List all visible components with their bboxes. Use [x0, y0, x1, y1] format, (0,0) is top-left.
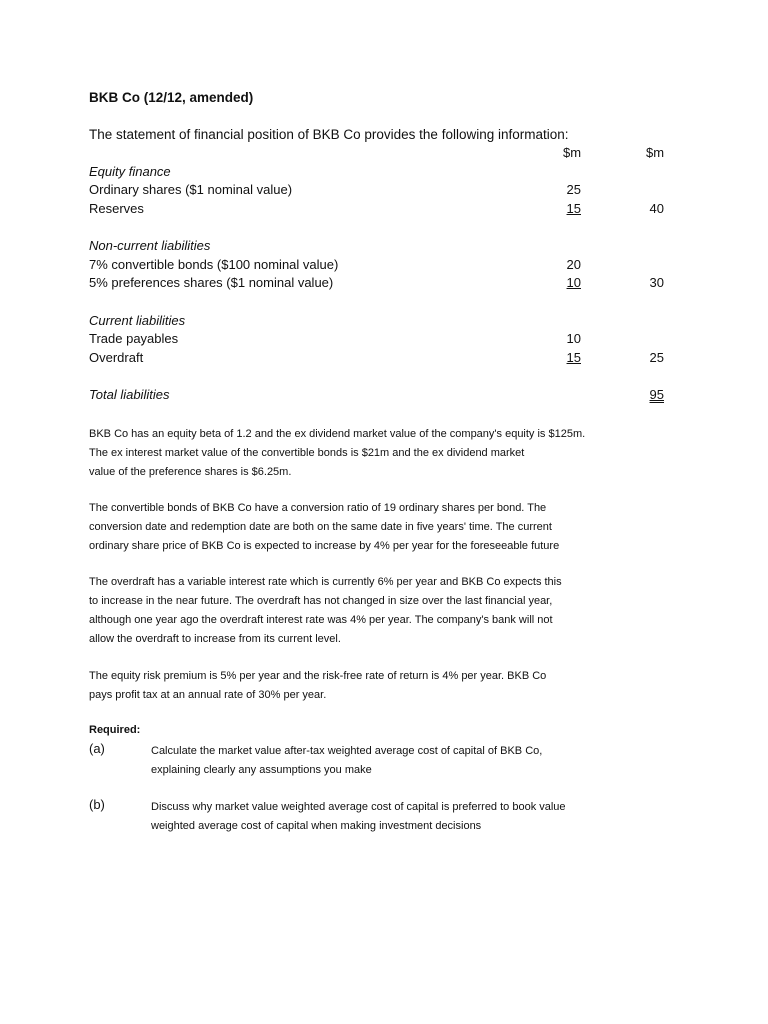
row-value-preference-shares: 10 [566, 275, 581, 290]
question-a-text [151, 742, 542, 780]
paragraph-line: although one year ago the overdraft interest rate was 4% per year. The company's bank will not [89, 614, 553, 626]
row-label-trade-payables: Trade payables [89, 331, 179, 346]
row-label-ordinary-shares: Ordinary shares ($1 nominal value) [89, 182, 293, 197]
row-label-reserves: Reserves [89, 201, 144, 216]
paragraph-overdraft [89, 573, 562, 649]
paragraph-equity-beta [89, 425, 585, 482]
document-title: BKB Co (12/12, amended) [89, 90, 254, 105]
row-value-trade-payables: 10 [566, 331, 581, 346]
row-value-convertible-bonds: 20 [566, 257, 581, 272]
section-heading-non-current: Non-current liabilities [89, 238, 211, 253]
paragraph-line: The ex interest market value of the convertible bonds is $21m and the ex dividend market [89, 447, 525, 459]
paragraph-line: The overdraft has a variable interest rate which is currently 6% per year and BKB Co expects this [89, 576, 562, 588]
column-header-2: $m [646, 145, 665, 160]
question-line: weighted average cost of capital when making investment decisions [151, 820, 482, 832]
paragraph-convertible-bonds [89, 499, 559, 556]
paragraph-line: allow the overdraft to increase from its current level. [89, 633, 341, 645]
paragraph-line: conversion date and redemption date are both on the same date in five years' time. The current [89, 521, 552, 533]
column-header-1: $m [563, 145, 582, 160]
paragraph-line: to increase in the near future. The overdraft has not changed in size over the last financial year, [89, 595, 553, 607]
intro-text: The statement of financial position of BKB Co provides the following information: [89, 127, 569, 142]
row-label-preference-shares: 5% preferences shares ($1 nominal value) [89, 275, 334, 290]
row-label-convertible-bonds: 7% convertible bonds ($100 nominal value) [89, 257, 339, 272]
section-heading-equity: Equity finance [89, 164, 171, 179]
subtotal-equity: 40 [649, 201, 664, 216]
row-value-overdraft: 15 [566, 350, 581, 365]
question-b-text [151, 798, 566, 836]
row-label-overdraft: Overdraft [89, 350, 144, 365]
total-label: Total liabilities [89, 387, 170, 402]
total-value: 95 [649, 387, 664, 402]
row-value-reserves: 15 [566, 201, 581, 216]
section-heading-current: Current liabilities [89, 313, 186, 328]
subtotal-current: 25 [649, 350, 664, 365]
paragraph-line: The convertible bonds of BKB Co have a conversion ratio of 19 ordinary shares per bond. The [89, 502, 547, 514]
question-line: Discuss why market value weighted average cost of capital is preferred to book value [151, 801, 566, 813]
paragraph-line: pays profit tax at an annual rate of 30% per year. [89, 689, 327, 701]
row-value-ordinary-shares: 25 [566, 182, 581, 197]
paragraph-line: BKB Co has an equity beta of 1.2 and the ex dividend market value of the company's equity is $125m. [89, 428, 586, 440]
question-line: explaining clearly any assumptions you make [151, 764, 372, 776]
subtotal-non-current: 30 [649, 275, 664, 290]
paragraph-line: ordinary share price of BKB Co is expected to increase by 4% per year for the foreseeable future [89, 540, 560, 552]
required-label: Required: [89, 724, 141, 736]
question-line: Calculate the market value after-tax weighted average cost of capital of BKB Co, [151, 745, 543, 757]
question-a-label: (a) [89, 741, 105, 756]
paragraph-risk-premium [89, 667, 546, 705]
paragraph-line: The equity risk premium is 5% per year and the risk-free rate of return is 4% per year. BKB Co [89, 670, 547, 682]
question-b-label: (b) [89, 797, 105, 812]
paragraph-line: value of the preference shares is $6.25m. [89, 466, 292, 478]
